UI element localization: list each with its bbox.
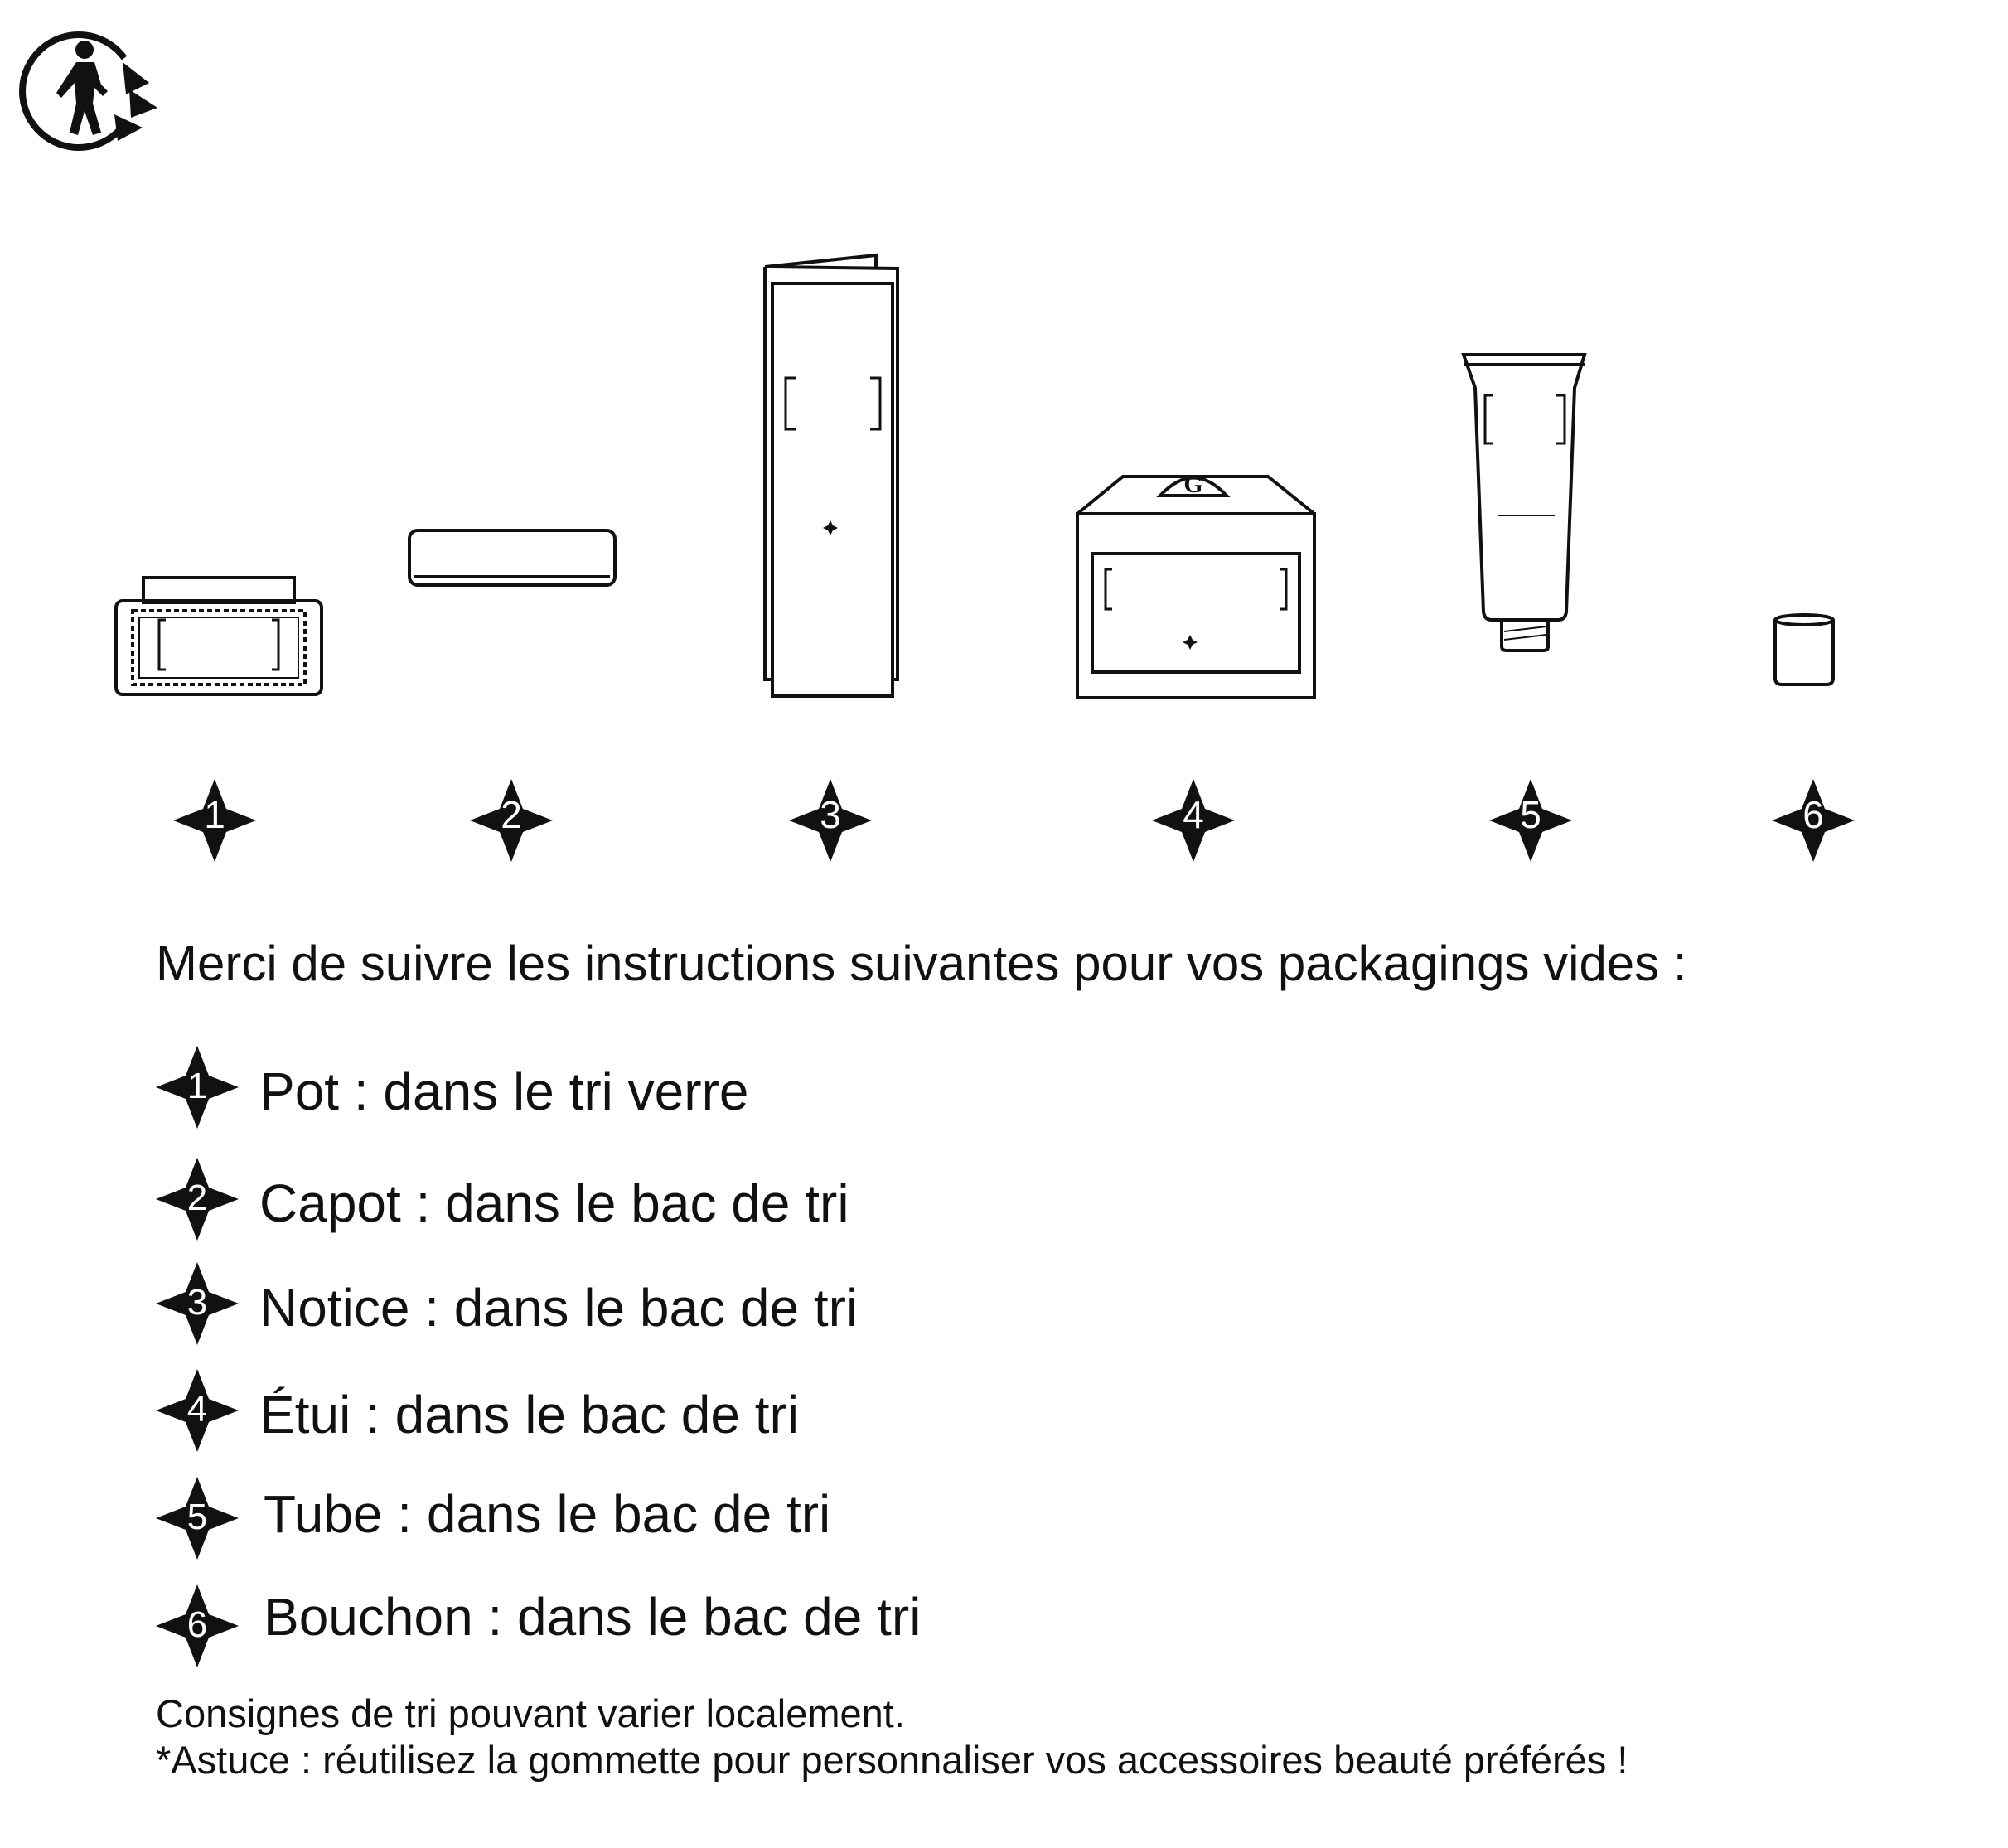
tube-icon [1464, 355, 1585, 651]
triman-recycling-icon [25, 25, 166, 157]
footnote-local-rules: Consignes de tri pouvant varier localement. [156, 1691, 905, 1735]
product-marker-number: 6 [1802, 793, 1824, 836]
product-marker-number: 2 [501, 793, 522, 836]
instruction-text: Capot : dans le bac de tri [259, 1173, 849, 1233]
box-case-icon [1077, 471, 1314, 698]
instruction-badge [156, 1477, 239, 1564]
instruction-text: Tube : dans le bac de tri [264, 1484, 831, 1544]
instruction-item-3 [156, 1262, 1730, 1353]
instruction-item-2 [156, 1158, 1730, 1249]
product-marker-4 [1152, 779, 1235, 866]
product-marker-1 [173, 779, 256, 866]
product-marker-2 [470, 779, 553, 866]
instruction-badge [156, 1046, 239, 1133]
instruction-number: 5 [186, 1497, 208, 1537]
product-marker-number: 3 [820, 793, 841, 836]
intro-text: Merci de suivre les instructions suivantes pour vos packagings vides : [156, 936, 1687, 991]
footnote-tip: *Astuce : réutilisez la gommette pour personnaliser vos accessoires beauté préférés ! [156, 1738, 1628, 1782]
instruction-item-6 [156, 1584, 1730, 1676]
instruction-text: Bouchon : dans le bac de tri [264, 1587, 922, 1647]
instruction-badge [156, 1584, 239, 1671]
instruction-number: 4 [186, 1389, 208, 1430]
instruction-number: 1 [186, 1066, 208, 1106]
product-marker-3 [789, 779, 872, 866]
instruction-number: 6 [186, 1604, 208, 1645]
instruction-number: 2 [186, 1178, 208, 1218]
svg-text:G: G [1183, 471, 1203, 498]
instruction-badge [156, 1369, 239, 1456]
notice-leaflet-icon [765, 255, 898, 696]
instruction-text: Étui : dans le bac de tri [259, 1385, 800, 1444]
product-marker-number: 4 [1183, 793, 1204, 836]
instruction-text: Notice : dans le bac de tri [259, 1278, 859, 1338]
instruction-badge [156, 1158, 239, 1245]
pot-jar-icon [116, 578, 322, 694]
instruction-number: 3 [186, 1282, 208, 1323]
stopper-cap-icon [1775, 615, 1833, 685]
product-marker-5 [1489, 779, 1572, 866]
instruction-item-4 [156, 1369, 1730, 1460]
instruction-item-5 [156, 1477, 1730, 1568]
cap-lid-icon [409, 530, 615, 585]
product-illustrations [0, 240, 2008, 704]
product-marker-6 [1772, 779, 1855, 866]
product-marker-number: 1 [204, 793, 225, 836]
instruction-item-1 [156, 1046, 1730, 1137]
instruction-badge [156, 1262, 239, 1349]
instruction-text: Pot : dans le tri verre [259, 1062, 749, 1121]
product-marker-number: 5 [1520, 793, 1541, 836]
